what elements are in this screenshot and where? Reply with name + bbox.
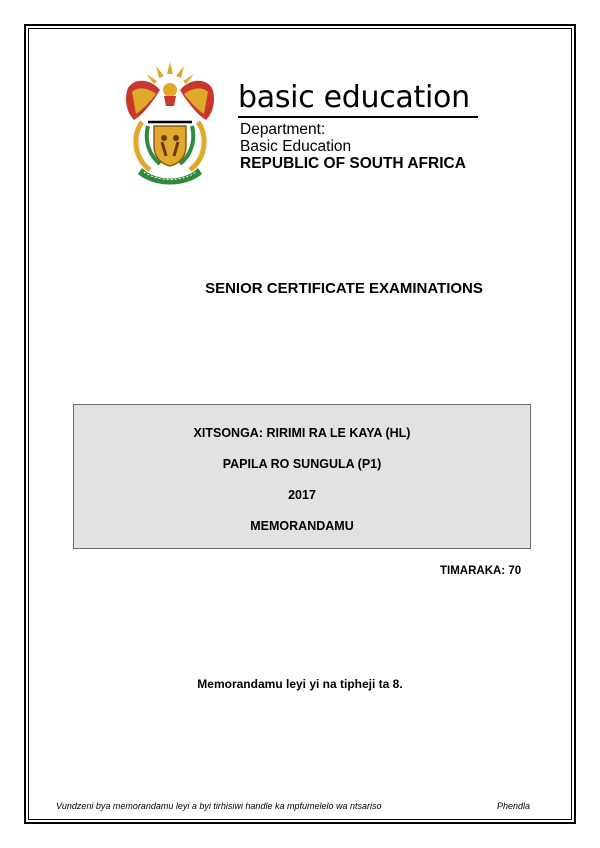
exam-title: SENIOR CERTIFICATE EXAMINATIONS bbox=[205, 280, 483, 297]
copyright-note: Vundzeni bya memorandamu leyi a byi tirhisiwi handle ka mpfumelelo wa ntsariso bbox=[56, 801, 382, 811]
country-name: REPUBLIC OF SOUTH AFRICA bbox=[240, 155, 466, 172]
document-type: MEMORANDAMU bbox=[250, 519, 354, 533]
exam-year: 2017 bbox=[288, 488, 316, 502]
subject-box bbox=[73, 404, 531, 549]
brand-title: basic education bbox=[238, 80, 470, 115]
department-label: Department: bbox=[240, 121, 326, 138]
page-count-note: Memorandamu leyi yi na tipheji ta 8. bbox=[197, 677, 403, 691]
department-name: Basic Education bbox=[240, 138, 352, 155]
brand-underline bbox=[238, 116, 478, 118]
coat-of-arms-icon bbox=[120, 60, 220, 185]
paper-title: PAPILA RO SUNGULA (P1) bbox=[222, 457, 382, 471]
total-marks: TIMARAKA: 70 bbox=[440, 565, 522, 577]
subject-title: XITSONGA: RIRIMI RA LE KAYA (HL) bbox=[193, 426, 411, 440]
turn-over-label: Phendla bbox=[497, 801, 531, 811]
